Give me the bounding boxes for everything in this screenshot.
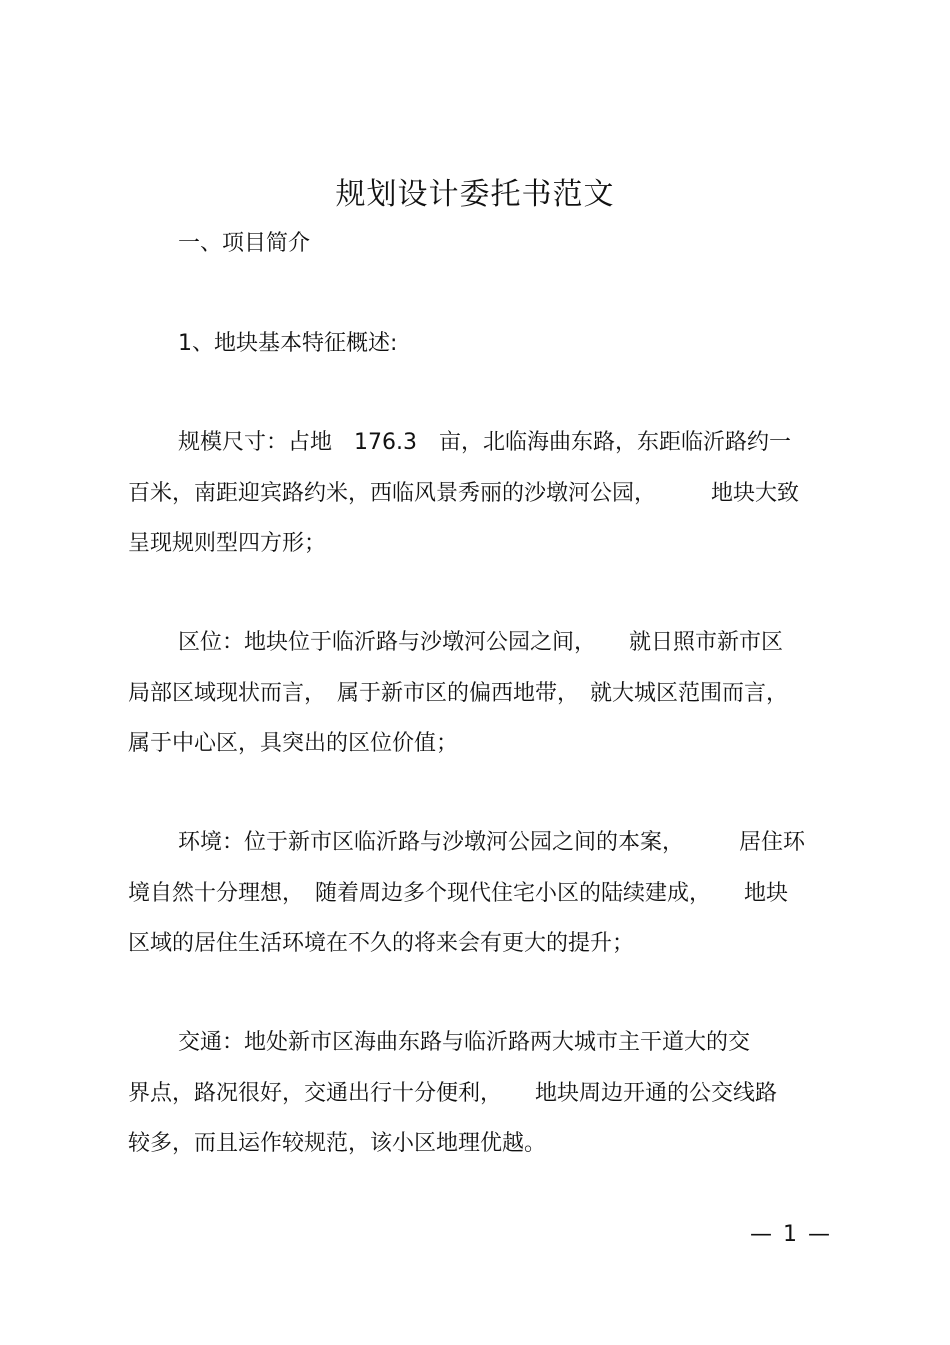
paragraph-line: 境自然十分理想， 随着周边多个现代住宅小区的陆续建成， 地块 bbox=[128, 881, 789, 906]
document-title: 规划设计委托书范文 bbox=[335, 177, 615, 212]
paragraph-line: 区位：地块位于临沂路与沙墩河公园之间， 就日照市新市区 bbox=[178, 630, 784, 655]
paragraph-line: 界点，路况很好，交通出行十分便利， 地块周边开通的公交线路 bbox=[128, 1081, 778, 1106]
paragraph-line: 交通：地处新市区海曲东路与临沂路两大城市主干道大的交 bbox=[178, 1030, 751, 1055]
paragraph-line: 局部区域现状而言， 属于新市区的偏西地带， 就大城区范围而言， bbox=[128, 681, 789, 706]
subsection-heading: 1、地块基本特征概述: bbox=[178, 331, 398, 356]
paragraph-line: 百米，南距迎宾路约米，西临风景秀丽的沙墩河公园， 地块大致 bbox=[128, 481, 800, 506]
page-number: — 1 — bbox=[750, 1222, 832, 1247]
paragraph-line: 环境：位于新市区临沂路与沙墩河公园之间的本案， 居住环 bbox=[178, 830, 806, 855]
paragraph-line: 区域的居住生活环境在不久的将来会有更大的提升； bbox=[128, 931, 635, 956]
section-heading: 一、项目简介 bbox=[178, 231, 311, 256]
paragraph-line: 较多，而且运作较规范，该小区地理优越。 bbox=[128, 1131, 547, 1156]
paragraph-line: 属于中心区，具突出的区位价值； bbox=[128, 731, 459, 756]
paragraph-line: 呈现规则型四方形； bbox=[128, 531, 327, 556]
paragraph-line: 规模尺寸：占地 176.3 亩，北临海曲东路，东距临沂路约一 bbox=[178, 430, 791, 455]
